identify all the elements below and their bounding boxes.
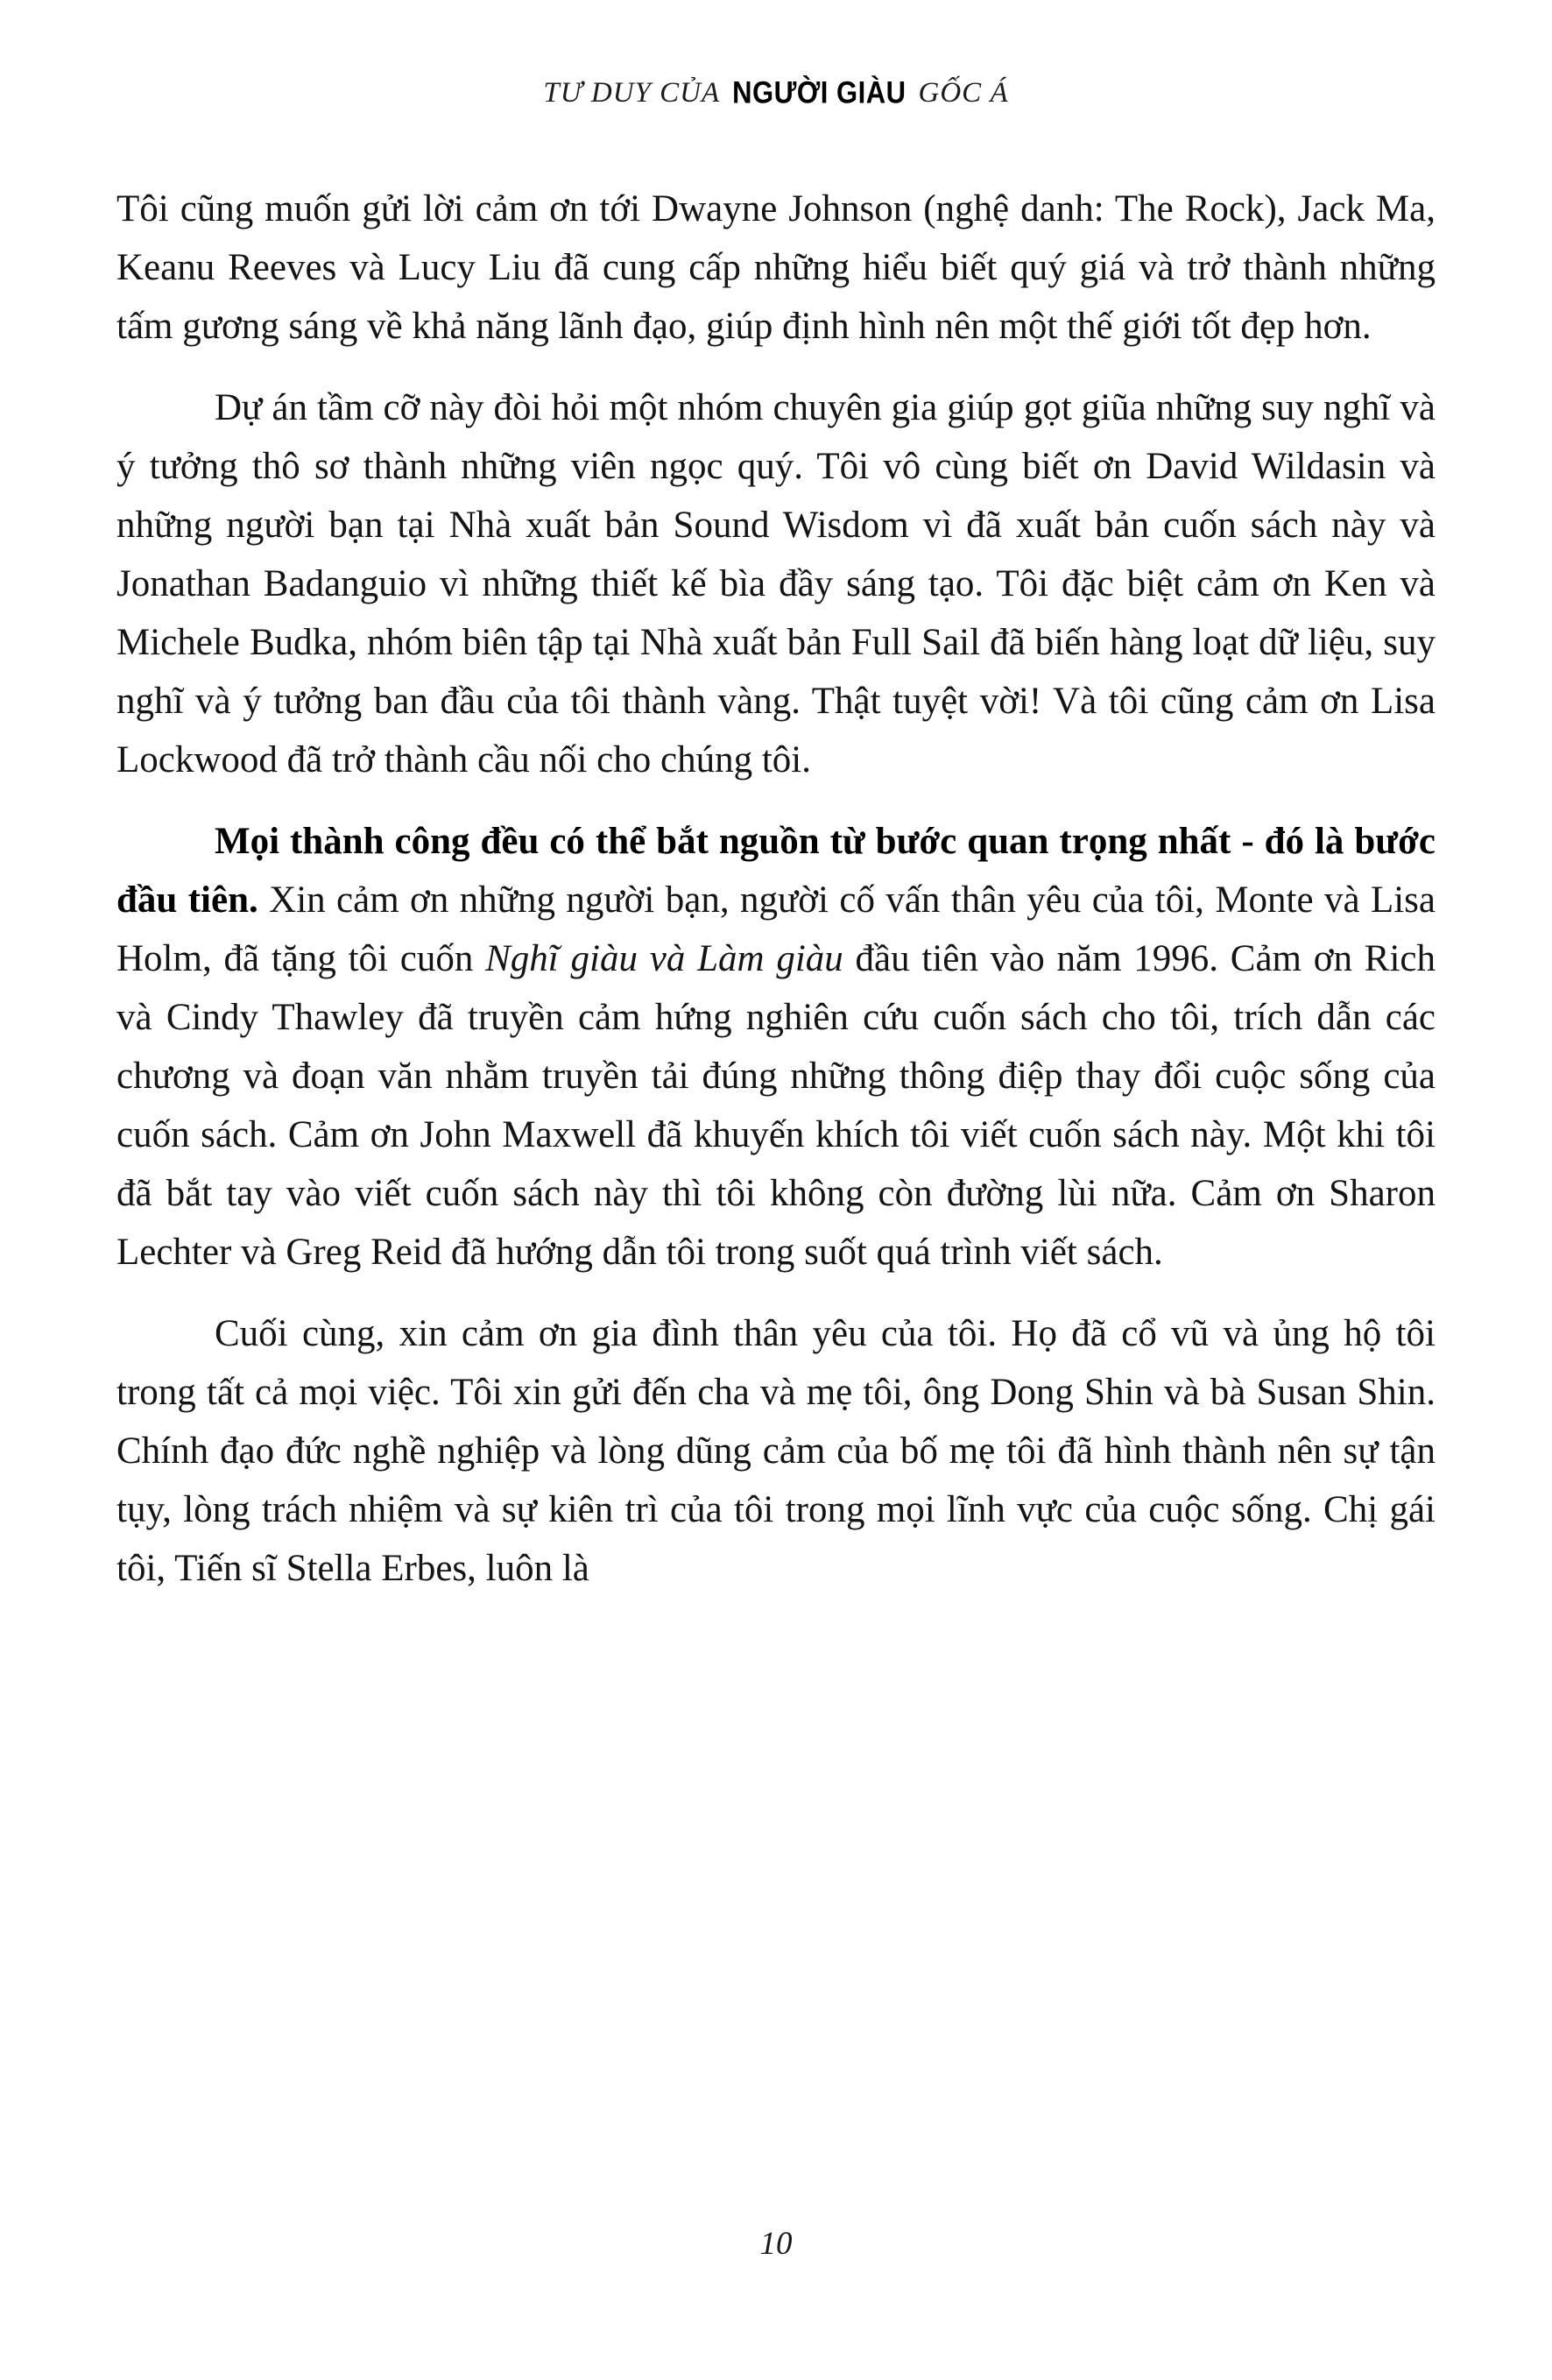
page-number-text: 10: [759, 2226, 793, 2262]
paragraph-text: Xin cảm ơn những người bạn, người cố vấn thân yêu của tôi, Monte và Lisa Holm, đã tặng tôi cuốn: [116, 879, 1436, 979]
running-header-title-part2: NGƯỜI GIÀU: [732, 74, 907, 110]
paragraph-text: đầu tiên vào năm 1996. Cảm ơn Rich và Cindy Thawley đã truyền cảm hứng nghiên cứu cuốn sách cho tôi, trích dẫn các chương và đoạn văn nhằm truyền tải đúng những thông điệp thay đổi cuộc sống của cuốn sách. Cảm ơn John Maxwell đã khuyến khích tôi viết cuốn sách này. Một khi tôi đã bắt tay vào viết cuốn sách này thì tôi không còn đường lùi nữa. Cảm ơn Sharon Lechter và Greg Reid đã hướng dẫn tôi trong suốt quá trình viết sách.: [116, 938, 1436, 1273]
paragraph-acknowledgement-celebrities: [116, 180, 1436, 356]
paragraph-acknowledgement-publisher: [116, 378, 1436, 789]
book-title-italic-text: Nghĩ giàu và Làm giàu: [485, 938, 843, 979]
page-body-text: [116, 180, 1436, 1621]
running-header-title-part3: GỐC Á: [918, 77, 1009, 109]
paragraph-text: Cuối cùng, xin cảm ơn gia đình thân yêu của tôi. Họ đã cổ vũ và ủng hộ tôi trong tất cả mọi việc. Tôi xin gửi đến cha và mẹ tôi, ông Dong Shin và bà Susan Shin. Chính đạo đức nghề nghiệp và lòng dũng cảm của bố mẹ tôi đã hình thành nên sự tận tụy, lòng trách nhiệm và sự kiên trì của tôi trong mọi lĩnh vực của cuộc sống. Chị gái tôi, Tiến sĩ Stella Erbes, luôn là: [116, 1313, 1436, 1589]
running-header-title-part1: TƯ DUY CỦA: [543, 77, 721, 109]
paragraph-acknowledgement-mentors: [116, 812, 1436, 1282]
page-number: [0, 2225, 1552, 2263]
paragraph-text: Tôi cũng muốn gửi lời cảm ơn tới Dwayne Johnson (nghệ danh: The Rock), Jack Ma, Keanu Reeves và Lucy Liu đã cung cấp những hiểu biết quý giá và trở thành những tấm gương sáng về khả năng lãnh đạo, giúp định hình nên một thế giới tốt đẹp hơn.: [116, 188, 1436, 347]
running-header: [0, 74, 1552, 110]
paragraph-bold-text: Mọi thành công đều có thể bắt nguồn từ bước quan trọng nhất - đó là bước đầu tiên.: [116, 821, 1436, 921]
paragraph-text: Dự án tầm cỡ này đòi hỏi một nhóm chuyên gia giúp gọt giũa những suy nghĩ và ý tưởng thô sơ thành những viên ngọc quý. Tôi vô cùng biết ơn David Wildasin và những người bạn tại Nhà xuất bản Sound Wisdom vì đã xuất bản cuốn sách này và Jonathan Badanguio vì những thiết kế bìa đầy sáng tạo. Tôi đặc biệt cảm ơn Ken và Michele Budka, nhóm biên tập tại Nhà xuất bản Full Sail đã biến hàng loạt dữ liệu, suy nghĩ và ý tưởng ban đầu của tôi thành vàng. Thật tuyệt vời! Và tôi cũng cảm ơn Lisa Lockwood đã trở thành cầu nối cho chúng tôi.: [116, 387, 1436, 780]
paragraph-acknowledgement-family: [116, 1304, 1436, 1598]
